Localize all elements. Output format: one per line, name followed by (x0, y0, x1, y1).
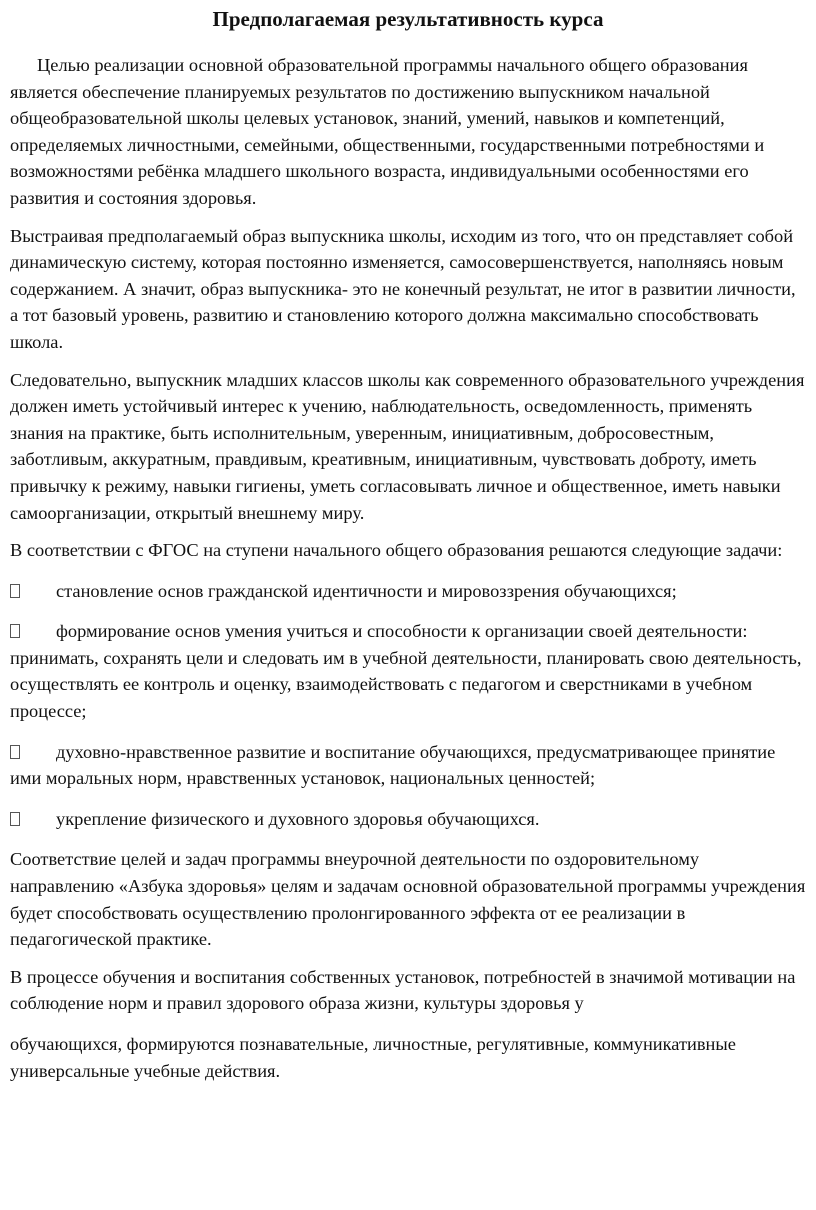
paragraph-fgos: В соответствии с ФГОС на ступени начального общего образования решаются следующие задачи: (10, 540, 783, 561)
document-title: Предполагаемая результативность курса (212, 7, 604, 31)
task-text: укрепление физического и духовного здоровья обучающихся. (56, 808, 540, 829)
task-list-item (10, 618, 806, 724)
task-list-item (10, 578, 806, 605)
bullet-box-icon (10, 745, 20, 759)
bullet-box-icon (10, 584, 20, 598)
task-list-item (10, 739, 806, 792)
paragraph-result: обучающихся, формируются познавательные, личностные, регулятивные, коммуникативные универсальные учебные действия. (10, 1034, 736, 1081)
paragraph-intro: Целью реализации основной образовательной программы начального общего образования является обеспечение планируемых результатов по достижению выпускником начальной общеобразовательной школы целевых установок, знаний, умений, навыков и компетенций, определяемых личностными, семейными, общественными, государственными потребностями и возможностями ребёнка младшего школьного возраста, индивидуальными особенностями его развития и состояния здоровья. (10, 55, 765, 208)
task-text: духовно-нравственное развитие и воспитание обучающихся, предусматривающее принятие ими моральных норм, нравственных установок, национальных ценностей; (10, 741, 776, 789)
task-text: формирование основ умения учиться и способности к организации своей деятельности: принимать, сохранять цели и следовать им в учебной деятельности, планировать свою деятельность, осуществлять ее контроль и оценку, взаимодействовать с педагогом и сверстниками в учебном процессе; (10, 621, 802, 722)
paragraph-process: В процессе обучения и воспитания собственных установок, потребностей в значимой мотивации на соблюдение норм и правил здорового образа жизни, культуры здоровья у (10, 966, 796, 1014)
bullet-box-icon (10, 624, 20, 638)
paragraph-graduate-qualities: Следовательно, выпускник младших классов школы как современного образовательного учреждения должен иметь устойчивый интерес к учению, наблюдательность, осведомленность, применять знания на практике, быть исполнительным, уверенным, инициативным, добросовестным, заботливым, аккуратным, правдивым, креативным, инициативным, чувствовать доброту, иметь привычку к режиму, навыки гигиены, уметь согласовывать личное и общественное, иметь навыки самоорганизации, открытый внешнему миру. (10, 369, 805, 523)
paragraph-correspondence: Соответствие целей и задач программы внеурочной деятельности по оздоровительному направлению «Азбука здоровья» целям и задачам основной образовательной программы учреждения будет способствовать осуществлению пролонгированного эффекта от ее реализации в педагогической практике. (10, 849, 806, 950)
paragraph-graduate-image: Выстраивая предполагаемый образ выпускника школы, исходим из того, что он представляет собой динамическую систему, которая постоянно изменяется, самосовершенствуется, наполняясь новым содержанием. А значит, образ выпускника- это не конечный результат, не итог в развитии личности, а тот базовый уровень, развитию и становлению которого должна максимально способствовать школа. (10, 225, 796, 352)
task-text: становление основ гражданской идентичности и мировоззрения обучающихся; (56, 580, 677, 601)
bullet-box-icon (10, 812, 20, 826)
task-list-item (10, 806, 806, 833)
